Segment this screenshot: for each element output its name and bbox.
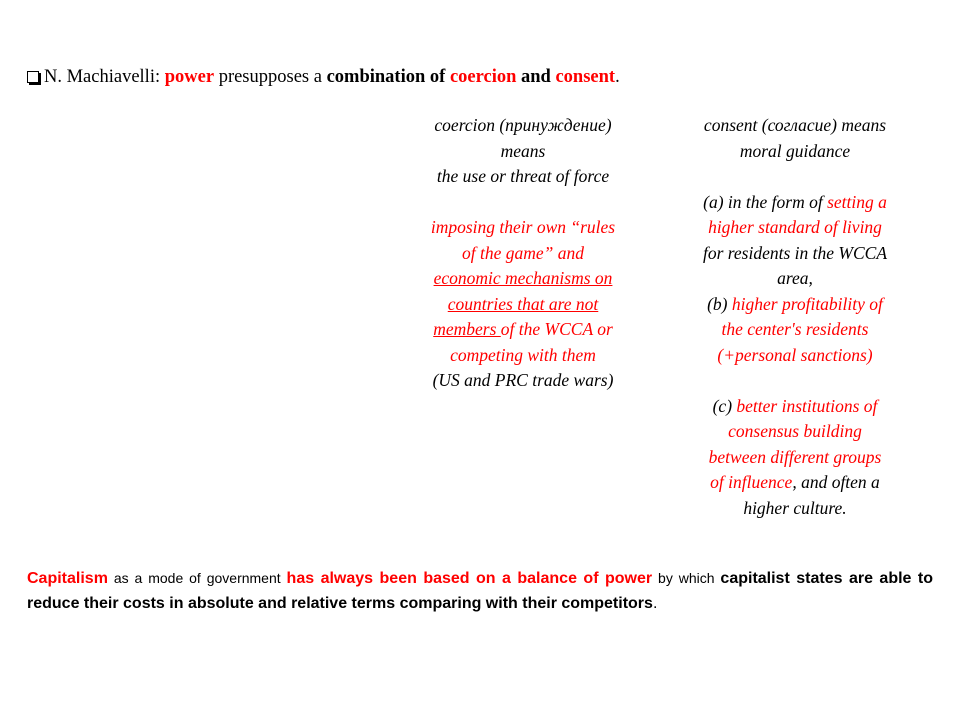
consent-c-highlight: between different groups [708,446,882,467]
capitalism-balance-of-power: has always been based on a balance of power [286,570,653,587]
consent-a-highlight: higher standard of living [708,217,882,237]
consent-a-prefix: (a) in the form of [703,191,828,212]
checkbox-bullet-icon [27,71,39,83]
consent-a-line [660,190,930,216]
consent-c-highlight: better institutions of [736,395,878,416]
consent-b-line [660,292,930,318]
consent-a-highlight: setting a [827,191,887,212]
coercion-trade-wars: (US and PRC trade wars) [432,370,614,390]
heading-combination: combination of [326,67,450,87]
consent-a-line: area, [777,268,813,288]
consent-a-line: for residents in the WCCA [702,242,888,263]
spacer [388,190,658,216]
consent-c-highlight: consensus building [728,421,862,441]
coercion-example-line: economic mechanisms on [433,268,613,288]
coercion-example-line: of the game” and [461,242,584,263]
consent-b-prefix: (b) [707,293,732,314]
consent-b-highlight: (+personal sanctions) [717,344,873,365]
coercion-example-line: imposing their own “rules [430,217,616,237]
coercion-definition: the use or threat of force [436,166,610,186]
heading-coercion: coercion [449,67,517,87]
spacer [660,164,930,190]
capitalism-states-statement: capitalist states are able to reduce their costs in absolute and relative terms comparing with their competitors [27,570,934,612]
capitalism-term: Capitalism [27,570,108,587]
heading-end: . [615,67,620,87]
coercion-members: members [433,319,501,339]
consent-b-highlight: higher profitability of [731,293,883,314]
coercion-means: means [500,140,546,161]
consent-title: consent (согласие) means [703,115,887,135]
consent-c-line [660,470,930,496]
coercion-example-line [388,317,658,343]
consent-c-highlight: of influence [710,472,793,492]
consent-definition: moral guidance [739,140,851,161]
consent-c-prefix: (c) [712,395,737,416]
capitalism-paragraph [27,566,933,616]
coercion-title: coercion (принуждение) [434,115,612,135]
consent-c-line [660,394,930,420]
heading-prefix: N. Machiavelli: [44,67,165,87]
consent-c-line: higher culture. [743,497,847,518]
coercion-example-line: competing with them [450,344,596,365]
spacer [660,368,930,394]
coercion-column [388,113,658,394]
heading-power: power [164,67,215,87]
heading-mid: presupposes a [214,67,327,87]
consent-c-rest: , and often a [792,472,880,492]
coercion-example-line: countries that are not [447,293,599,314]
slide-heading [27,64,947,90]
capitalism-seg3: by which [652,570,721,586]
capitalism-end: . [652,595,658,612]
capitalism-seg1: as a mode of government [107,570,287,586]
coercion-wcca: of the WCCA or [500,319,613,339]
heading-and: and [516,67,556,87]
consent-column [660,113,930,521]
heading-consent: consent [555,67,616,87]
consent-b-highlight: the center's residents [721,319,869,339]
